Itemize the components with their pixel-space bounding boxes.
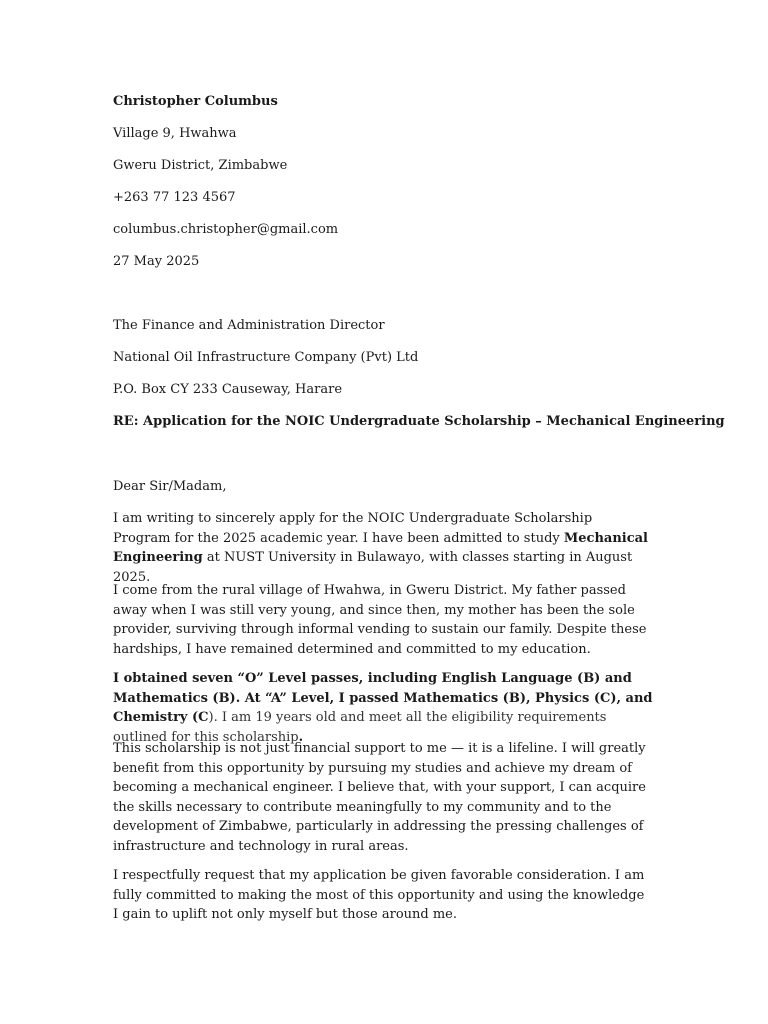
paragraph-3 (113, 669, 653, 747)
sender-phone: +263 77 123 4567 (113, 190, 236, 205)
paragraph-1 (113, 509, 653, 587)
sender-email: columbus.christopher@gmail.com (113, 222, 339, 237)
salutation: Dear Sir/Madam, (113, 479, 227, 494)
paragraph-4: This scholarship is not just financial support to me — it is a lifeline. I will greatly benefit from this opportunity by pursuing my studies and achieve my dream of becoming a mechanical engineer. I believe that, with your support, I can acquire the skills necessary to contribute meaningfully to my community and to the development of Zimbabwe, particularly in addressing the pressing challenges of infrastructure and technology in rural areas. (113, 741, 646, 854)
paragraph-2: I come from the rural village of Hwahwa, in Gweru District. My father passed away when I was still very young, and since then, my mother has been the sole provider, surviving through informal vending to sustain our family. Despite these hardships, I have remained determined and committed to my education. (113, 583, 647, 657)
paragraph-3-period: . (298, 729, 304, 745)
subject-line: RE: Application for the NOIC Undergraduate Scholarship – Mechanical Engineering (113, 414, 725, 429)
recipient-company: National Oil Infrastructure Company (Pvt) Ltd (113, 350, 419, 365)
sender-address-line-2: Gweru District, Zimbabwe (113, 158, 288, 173)
paragraph-1-course: Mechanical Engineering (113, 530, 648, 566)
paragraph-3-results: I obtained seven “O” Level passes, including English Language (B) and Mathematics (B). At “A” Level, I passed Mathematics (B), Physics (C), and Chemistry (C (113, 671, 653, 726)
letter-date: 27 May 2025 (113, 254, 200, 269)
recipient-address: P.O. Box CY 233 Causeway, Harare (113, 382, 343, 397)
sender-address-line-1: Village 9, Hwahwa (113, 126, 237, 141)
paragraph-1-text-c: at NUST University in Bulawayo, with classes starting in August 2025. (113, 550, 633, 585)
paragraph-3-text-b: ). I am 19 years old and meet all the eligibility requirements outlined for this scholarship (113, 710, 607, 745)
paragraph-1-text-a: I am writing to sincerely apply for the NOIC Undergraduate Scholarship Program for the 2025 academic year. I have been admitted to study (113, 511, 593, 546)
recipient-title: The Finance and Administration Director (113, 318, 385, 333)
sender-name: Christopher Columbus (113, 94, 278, 109)
paragraph-5: I respectfully request that my application be given favorable consideration. I am fully committed to making the most of this opportunity and using the knowledge I gain to uplift not only myself but those around me. (113, 868, 645, 923)
